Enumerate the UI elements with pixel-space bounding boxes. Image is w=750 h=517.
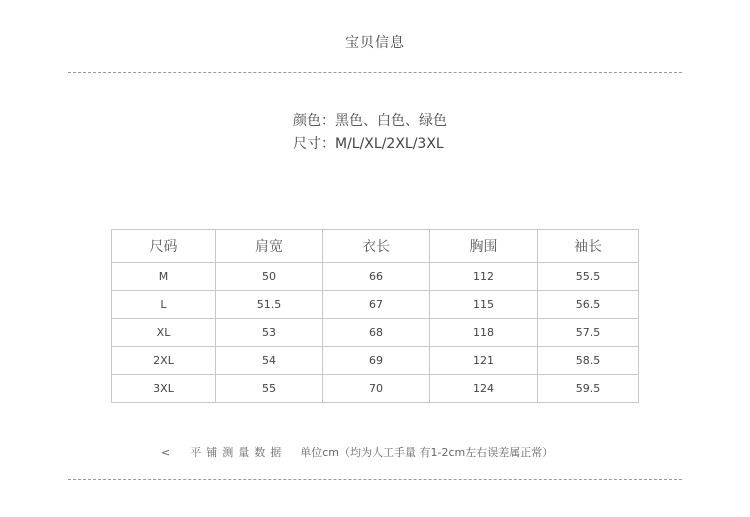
- cell-length: 70: [323, 375, 430, 403]
- table-row: [112, 347, 639, 375]
- table-row: [112, 319, 639, 347]
- cell-sleeve: 55.5: [538, 263, 639, 291]
- header-sleeve: 袖长: [538, 230, 639, 263]
- cell-shoulder: 53: [216, 319, 323, 347]
- header-length: 衣长: [323, 230, 430, 263]
- cell-chest: 121: [430, 347, 538, 375]
- cell-sleeve: 57.5: [538, 319, 639, 347]
- header-shoulder: 肩宽: [216, 230, 323, 263]
- cell-length: 68: [323, 319, 430, 347]
- table-row: [112, 375, 639, 403]
- cell-length: 69: [323, 347, 430, 375]
- measurement-method: 平铺测量数据: [190, 446, 287, 459]
- cell-size: XL: [112, 319, 216, 347]
- cell-size: M: [112, 263, 216, 291]
- cell-sleeve: 58.5: [538, 347, 639, 375]
- size-chart-table: [111, 229, 639, 403]
- section-title: 宝贝信息: [345, 35, 405, 51]
- cell-chest: 115: [430, 291, 538, 319]
- unit-note: 单位cm（均为人工手量 有1-2cm左右误差属正常）: [300, 446, 554, 459]
- cell-length: 67: [323, 291, 430, 319]
- cell-chest: 112: [430, 263, 538, 291]
- dashed-divider-top: [68, 72, 682, 73]
- less-than-marker: <: [161, 446, 171, 459]
- header-chest: 胸围: [430, 230, 538, 263]
- cell-size: L: [112, 291, 216, 319]
- cell-sleeve: 59.5: [538, 375, 639, 403]
- header-size: 尺码: [112, 230, 216, 263]
- cell-shoulder: 51.5: [216, 291, 323, 319]
- cell-shoulder: 50: [216, 263, 323, 291]
- dashed-divider-bottom: [68, 479, 682, 480]
- cell-size: 2XL: [112, 347, 216, 375]
- cell-length: 66: [323, 263, 430, 291]
- cell-shoulder: 54: [216, 347, 323, 375]
- measurement-note: [161, 444, 553, 460]
- size-options: 尺寸：M/L/XL/2XL/3XL: [293, 136, 444, 152]
- color-options: 颜色：黑色、白色、绿色: [293, 113, 447, 129]
- cell-size: 3XL: [112, 375, 216, 403]
- cell-shoulder: 55: [216, 375, 323, 403]
- cell-chest: 118: [430, 319, 538, 347]
- table-row: [112, 291, 639, 319]
- table-header-row: [112, 230, 639, 263]
- table-row: [112, 263, 639, 291]
- cell-chest: 124: [430, 375, 538, 403]
- cell-sleeve: 56.5: [538, 291, 639, 319]
